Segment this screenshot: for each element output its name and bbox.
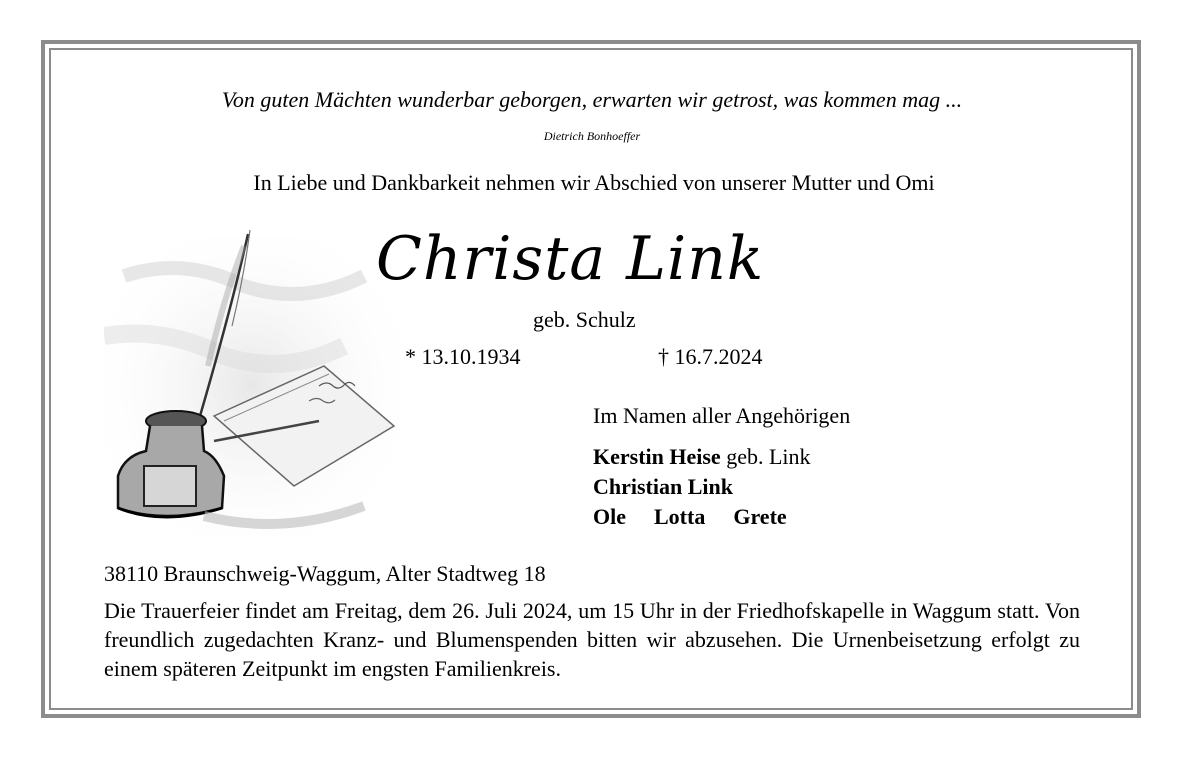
grandchild-name: Lotta	[654, 504, 706, 529]
grandchild-name: Grete	[733, 504, 787, 529]
inkwell-quill-sketch-icon	[104, 216, 400, 538]
mourners-intro: Im Namen aller Angehörigen	[593, 403, 851, 428]
quote-text: Von guten Mächten wunderbar geborgen, erwarten wir getrost, was kommen mag ...	[221, 87, 963, 112]
mourners-list	[593, 442, 811, 532]
birth-date: * 13.10.1934	[405, 344, 521, 369]
mourner-line-1	[593, 442, 811, 472]
grandchildren-line	[593, 502, 811, 532]
death-date: † 16.7.2024	[658, 344, 763, 369]
mourner-name: Christian Link	[593, 474, 733, 499]
grandchild-name: Ole	[593, 504, 626, 529]
mourner-suffix: geb. Link	[726, 444, 811, 469]
mourner-name: Kerstin Heise	[593, 444, 721, 469]
funeral-text: Die Trauerfeier findet am Freitag, dem 26. Juli 2024, um 15 Uhr in der Friedhofskapelle in Waggum statt. Von freundlich zugedachten Kranz- und Blumenspenden bitten wir abzusehen. Die Urnenbeisetzung erfolgt zu einem späteren Zeitpunkt im engsten Familienkreis.	[104, 598, 1080, 681]
intro-text: In Liebe und Dankbarkeit nehmen wir Abschied von unserer Mutter und Omi	[253, 170, 935, 195]
address: 38110 Braunschweig-Waggum, Alter Stadtweg 18	[104, 561, 546, 586]
deceased-name: Christa Link	[376, 224, 765, 294]
quote-author: Dietrich Bonhoeffer	[543, 129, 641, 143]
maiden-name: geb. Schulz	[533, 307, 636, 332]
mourner-line-2	[593, 472, 811, 502]
